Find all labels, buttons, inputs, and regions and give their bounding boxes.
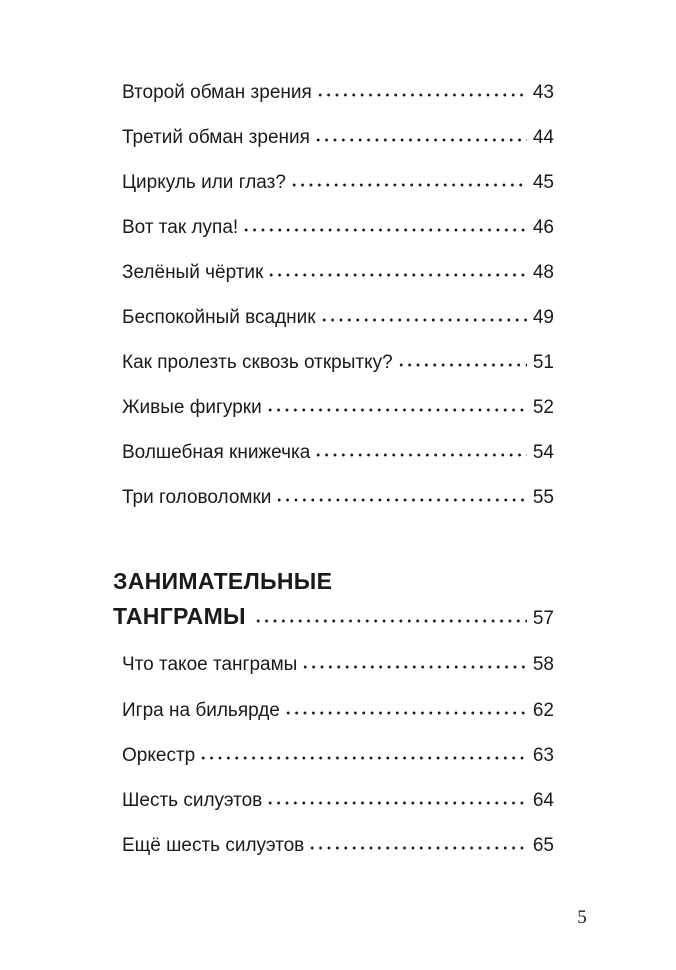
dot-leader bbox=[316, 92, 527, 98]
toc-entry-title: Живые фигурки bbox=[122, 397, 262, 418]
dot-leader bbox=[320, 317, 527, 323]
toc-entry bbox=[122, 349, 554, 377]
toc-entry-title: Второй обман зрения bbox=[122, 82, 312, 103]
toc-entry-page: 65 bbox=[532, 835, 554, 856]
dot-leader bbox=[308, 845, 527, 851]
toc-entry-title: Зелёный чёртик bbox=[122, 262, 264, 283]
toc-entry bbox=[122, 169, 554, 197]
dot-leader bbox=[284, 710, 527, 716]
toc-entry-page: 54 bbox=[532, 442, 554, 463]
dot-leader bbox=[301, 664, 527, 670]
toc-entry-title: Как пролезть сквозь открытку? bbox=[122, 352, 393, 373]
toc-entry-title: Вот так лупа! bbox=[122, 217, 239, 238]
toc-entry-page: 51 bbox=[532, 352, 554, 373]
toc-entry-title: Беспокойный всадник bbox=[122, 307, 316, 328]
toc-entry-title: Что такое танграмы bbox=[122, 654, 298, 675]
toc-entry bbox=[122, 484, 554, 512]
toc-entry-page: 45 bbox=[532, 172, 554, 193]
dot-leader bbox=[290, 182, 527, 188]
section-heading-line2: ТАНГРАМЫ bbox=[113, 603, 246, 629]
toc-entry bbox=[122, 832, 554, 860]
toc-entry-page: 48 bbox=[532, 262, 554, 283]
toc-entry-page: 52 bbox=[532, 397, 554, 418]
toc-entry bbox=[122, 742, 554, 770]
toc-entry bbox=[122, 214, 554, 242]
toc-entry-title: Оркестр bbox=[122, 745, 196, 766]
dot-leader bbox=[314, 137, 527, 143]
section-heading: ЗАНИМАТЕЛЬНЫЕ bbox=[113, 568, 333, 594]
page-number: 5 bbox=[577, 907, 587, 928]
toc-entry-title: Шесть силуэтов bbox=[122, 790, 263, 811]
toc-entry-title: Циркуль или глаз? bbox=[122, 172, 286, 193]
toc-entry-page: 46 bbox=[532, 217, 554, 238]
toc-entry bbox=[122, 697, 554, 725]
toc-entry-title: Три головоломки bbox=[122, 487, 272, 508]
toc-entry bbox=[122, 79, 554, 107]
toc-entry-page: 63 bbox=[532, 745, 554, 766]
section-entry bbox=[113, 600, 554, 632]
toc-entry bbox=[122, 439, 554, 467]
toc-entry-page: 44 bbox=[532, 127, 554, 148]
toc-entry-page: 58 bbox=[532, 654, 554, 675]
toc-entry bbox=[122, 651, 554, 679]
toc-entry-page: 62 bbox=[532, 700, 554, 721]
toc-entry bbox=[122, 304, 554, 332]
section-page: 57 bbox=[532, 608, 554, 629]
toc-entry bbox=[122, 259, 554, 287]
toc-entry-page: 64 bbox=[532, 790, 554, 811]
dot-leader bbox=[267, 272, 527, 278]
dot-leader bbox=[275, 497, 526, 503]
dot-leader bbox=[314, 452, 527, 458]
dot-leader bbox=[397, 362, 527, 368]
toc-entry-page: 49 bbox=[532, 307, 554, 328]
toc-entry-page: 55 bbox=[532, 487, 554, 508]
toc-entry-title: Ещё шесть силуэтов bbox=[122, 835, 305, 856]
dot-leader bbox=[266, 800, 527, 806]
toc-entry-title: Волшебная книжечка bbox=[122, 442, 311, 463]
dot-leader bbox=[242, 227, 527, 233]
toc-entry bbox=[122, 394, 554, 422]
toc-entry-title: Игра на бильярде bbox=[122, 700, 280, 721]
toc-entry bbox=[122, 787, 554, 815]
toc-entry-page: 43 bbox=[532, 82, 554, 103]
dot-leader bbox=[266, 407, 527, 413]
toc-entry-title: Третий обман зрения bbox=[122, 127, 310, 148]
dot-leader bbox=[199, 755, 527, 761]
toc-entry bbox=[122, 124, 554, 152]
dot-leader bbox=[254, 618, 527, 624]
